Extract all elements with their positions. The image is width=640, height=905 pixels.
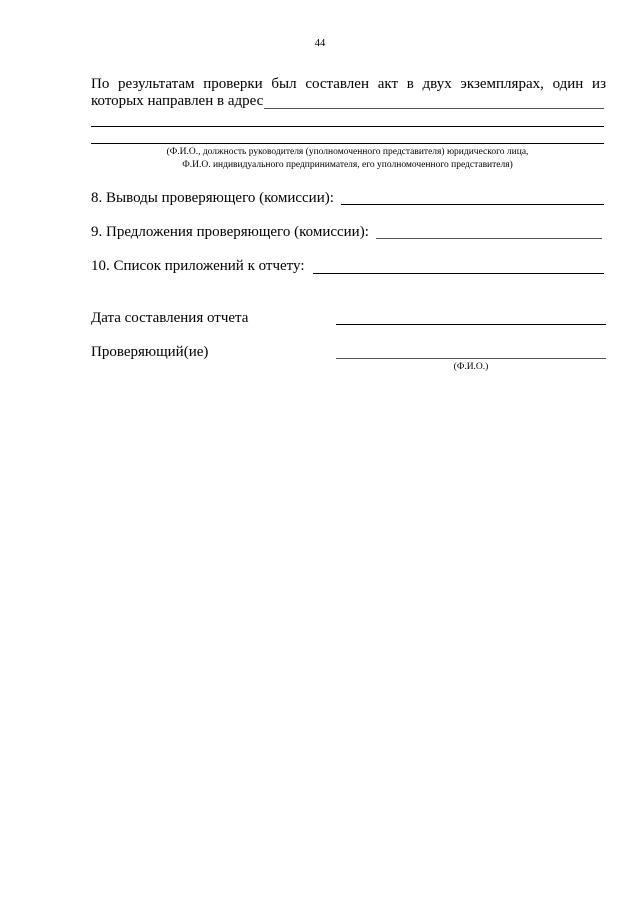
report-date-field-line xyxy=(336,324,606,325)
recipient-field-line3 xyxy=(91,143,604,144)
proposals-field-line xyxy=(376,238,602,239)
recipient-field-line1 xyxy=(264,108,604,109)
result-text-line2: которых направлен в адрес xyxy=(91,93,264,109)
conclusions-label: 8. Выводы проверяющего (комиссии): xyxy=(91,190,334,206)
result-text-line1: По результатам проверки был составлен акт в двух экземплярах, один из xyxy=(91,76,606,92)
recipient-caption-line2: Ф.И.О. индивидуального предпринимателя, его уполномоченного представителя) xyxy=(182,160,513,170)
recipient-field-line2 xyxy=(91,126,604,127)
attachments-label: 10. Список приложений к отчету: xyxy=(91,258,305,274)
page-number: 44 xyxy=(314,38,326,49)
report-date-label: Дата составления отчета xyxy=(91,310,249,326)
inspector-label: Проверяющий(ие) xyxy=(91,344,209,360)
recipient-caption-line1: (Ф.И.О., должность руководителя (уполномоченного представителя) юридического лица, xyxy=(166,147,529,157)
inspector-field-line xyxy=(336,358,606,359)
conclusions-field-line xyxy=(341,204,604,205)
proposals-label: 9. Предложения проверяющего (комиссии): xyxy=(91,224,369,240)
inspector-fio-caption: (Ф.И.О.) xyxy=(453,362,489,372)
attachments-field-line xyxy=(313,273,604,274)
